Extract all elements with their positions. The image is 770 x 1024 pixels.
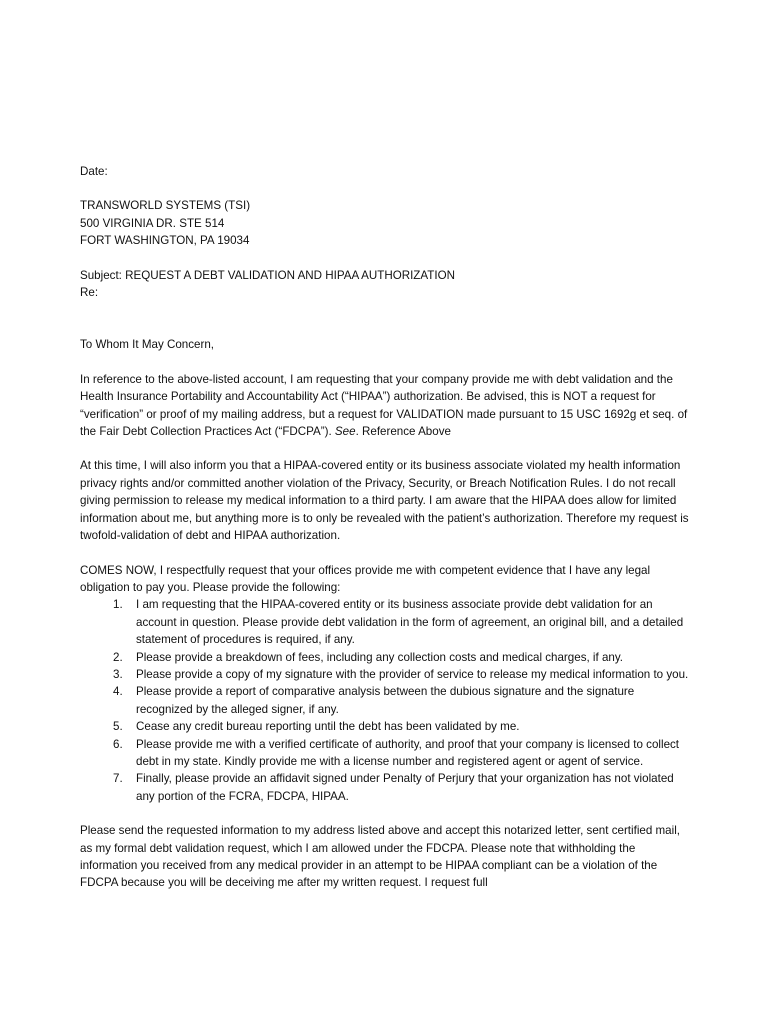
recipient-name: TRANSWORLD SYSTEMS (TSI) [80,199,251,213]
see-citation: See [334,425,356,439]
subject-line: Subject: REQUEST A DEBT VALIDATION AND HIPAA AUTHORIZATION [80,268,455,282]
list-text: Please provide a report of comparative analysis between the dubious signature and the signature recognized by the alleged signer, if any. [136,685,635,716]
request-list [80,596,692,805]
recipient-street: 500 VIRGINIA DR. STE 514 [80,216,225,230]
list-item [80,596,692,648]
list-text: Cease any credit bureau reporting until the debt has been validated by me. [136,720,520,734]
list-item [80,666,692,683]
re-line: Re: [80,286,99,300]
list-number: 2. [113,650,123,664]
paragraph-send-information: Please send the requested information to my address listed above and accept this notarized letter, sent certified mail, as my formal debt validation request, which I am allowed under the FDCPA. Please note that withholding the information you received from any medical provider in an attempt to be HIPAA compliant can be a violation of the FDCPA because you will be deceiving me after my written request. I request full [80,824,680,890]
list-item [80,770,692,805]
list-item [80,649,692,666]
recipient-city: FORT WASHINGTON, PA 19034 [80,234,250,248]
list-text: Please provide me with a verified certificate of authority, and proof that your company is licensed to collect debt in my state. Kindly provide me with a license number and registered agent or agent of service. [136,737,680,768]
list-item [80,683,692,718]
paragraph-text: In reference to the above-listed account, I am requesting that your company provide me with debt validation and the Health Insurance Portability and Accountability Act (“HIPAA”) authorization. Be advised, this is NOT a request for “verification” or proof of my mailing address, but a request for VALIDATION made pursuant to 15 USC 1692g et seq. of the Fair Debt Collection Practices Act (“FDCPA”). [80,372,688,439]
list-number: 3. [113,667,123,681]
list-text: I am requesting that the HIPAA-covered entity or its business associate provide debt validation for an account in question. Please provide debt validation in the form of agreement, an original bill, and a detailed statement of procedures is required, if any. [136,598,684,647]
list-item [80,718,692,735]
letter-body [80,163,692,892]
list-number: 5. [113,720,123,734]
paragraph-validation-request [80,371,692,441]
list-item [80,736,692,771]
list-number: 7. [113,772,123,786]
salutation: To Whom It May Concern, [80,338,215,352]
list-number: 4. [113,685,123,699]
list-text: Please provide a breakdown of fees, including any collection costs and medical charges, if any. [136,650,623,664]
paragraph-tail: . Reference Above [355,425,451,439]
list-number: 1. [113,598,123,612]
list-text: Finally, please provide an affidavit signed under Penalty of Perjury that your organization has not violated any portion of the FCRA, FDCPA, HIPAA. [136,772,674,803]
date-label: Date: [80,165,108,178]
paragraph-hipaa-violation: At this time, I will also inform you that a HIPAA-covered entity or its business associate violated my health information privacy rights and/or committed another violation of the Privacy, Security, or Breach Notification Rules. I do not recall giving permission to release my medical information to a third party. I am aware that the HIPAA does allow for limited information about me, but anything more is to only be revealed with the patient’s authorization. Therefore my request is twofold-validation of debt and HIPAA authorization. [80,459,689,543]
list-number: 6. [113,737,123,751]
recipient-address [80,197,692,249]
list-text: Please provide a copy of my signature with the provider of service to release my medical information to you. [136,667,689,681]
paragraph-comes-now: COMES NOW, I respectfully request that your offices provide me with competent evidence that I have any legal obligation to pay you. Please provide the following: [80,563,651,594]
